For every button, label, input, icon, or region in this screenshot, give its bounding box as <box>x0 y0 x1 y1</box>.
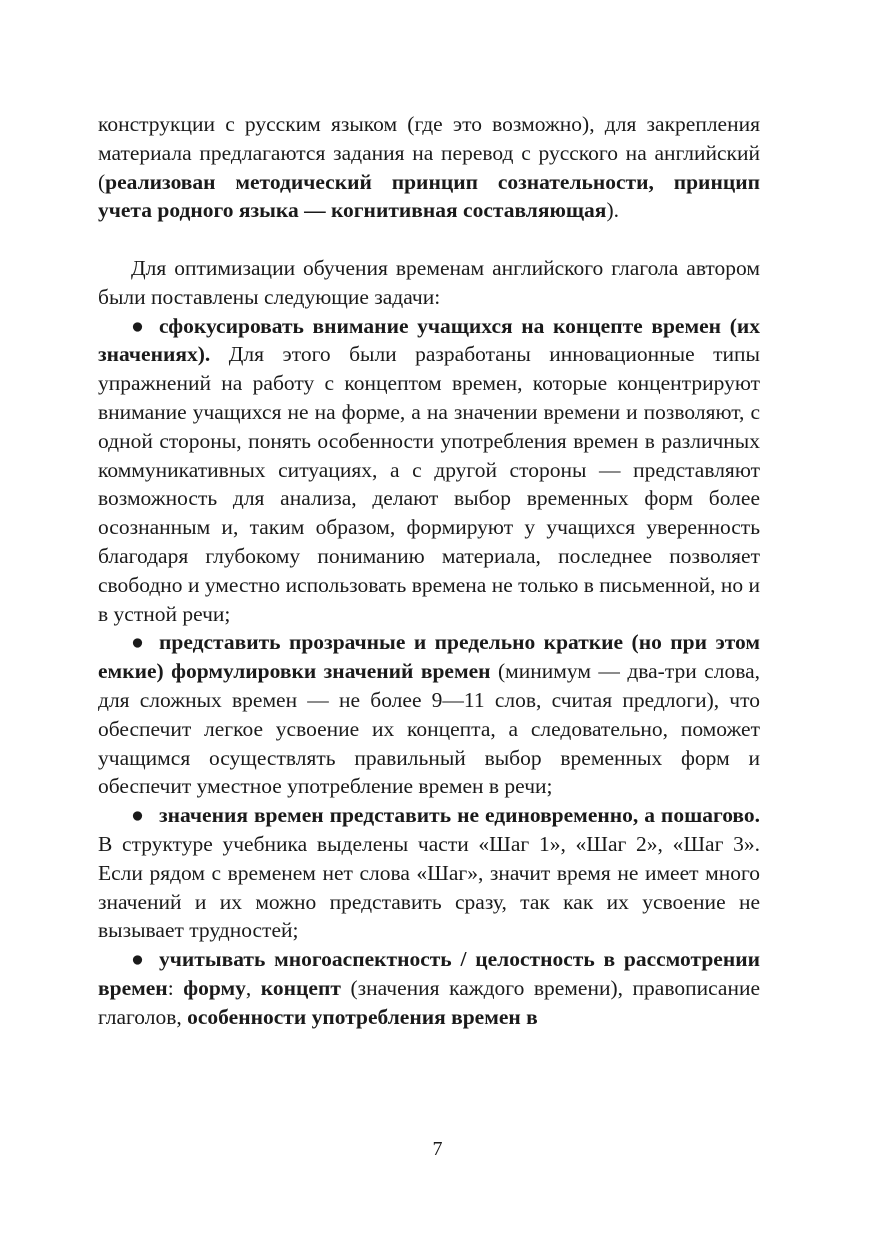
bullet-text: В структуре учебника выделены части «Шаг 1», «Шаг 2», «Шаг 3». Если рядом с временем нет слова «Шаг», значит время не имеет много значений и их можно представить сразу, так как их усвоение не вызывает трудностей; <box>98 831 760 943</box>
bullet-bold-text: концепт <box>260 975 341 1000</box>
page-number: 7 <box>432 1138 443 1160</box>
paragraph-text: Для оптимизации обучения временам английского глагола автором были поставлены следующие задачи: <box>98 255 760 309</box>
bullet-icon: ● <box>131 630 144 655</box>
bullet-bold-text: учитывать многоаспектность / целостность в рассмотрении времен <box>98 947 760 1000</box>
bullet-item-1 <box>98 312 760 629</box>
page-body <box>98 110 760 1032</box>
bullet-icon: ● <box>131 313 144 338</box>
bullet-bold-text: форму <box>183 975 246 1000</box>
bullet-item-2 <box>98 628 760 801</box>
bullet-text: (минимум — два-три слова, для сложных времен — не более 9—11 слов, считая предлоги), что обеспечит легкое усвоение их концепта, а следовательно, поможет учащимся осуществлять правильный выбор временных форм и обеспечит уместное употребление времен в речи; <box>98 659 760 799</box>
bullet-text: , <box>245 975 261 1000</box>
bullet-bold-text: особенности употребления времен в <box>187 1004 538 1029</box>
bullet-icon: ● <box>131 803 144 828</box>
paragraph-tasks-intro <box>98 254 760 312</box>
paragraph-intro-continuation <box>98 110 760 225</box>
paragraph-bold-text: реализован методический принцип сознательности, принцип учета родного языка — когнитивная составляющая <box>98 169 760 223</box>
bullet-text: (значения каждого времени), правописание глаголов, <box>98 975 760 1029</box>
bullet-item-4 <box>98 945 760 1031</box>
paragraph-text: ). <box>606 198 619 223</box>
bullet-item-3 <box>98 801 760 945</box>
paragraph-text: конструкции с русским языком (где это возможно), для закрепления материала предлагаются задания на перевод с русского на английский ( <box>98 112 760 194</box>
bullet-bold-text: представить прозрачные и предельно краткие (но при этом емкие) формулировки значений времен <box>98 630 760 684</box>
bullet-text: Для этого были разработаны инновационные типы упражнений на работу с концептом времен, которые концентрируют внимание учащихся не на форме, а на значении времени и позволяют, с одной стороны, понять особенности употребления времен в различных коммуникативных ситуациях, а с другой стороны — представляют возможность для анализа, делают выбор временных форм более осознанным и, таким образом, формируют у учащихся уверенность благодаря глубокому пониманию материала, последнее позволяет свободно и уместно использовать времена не только в письменной, но и в устной речи; <box>98 342 760 626</box>
bullet-bold-text: значения времен представить не единовременно, а пошагово. <box>159 803 760 828</box>
bullet-icon: ● <box>131 947 144 972</box>
bullet-bold-text: сфокусировать внимание учащихся на концепте времен (их значениях). <box>98 313 760 367</box>
bullet-text: : <box>167 975 184 1000</box>
